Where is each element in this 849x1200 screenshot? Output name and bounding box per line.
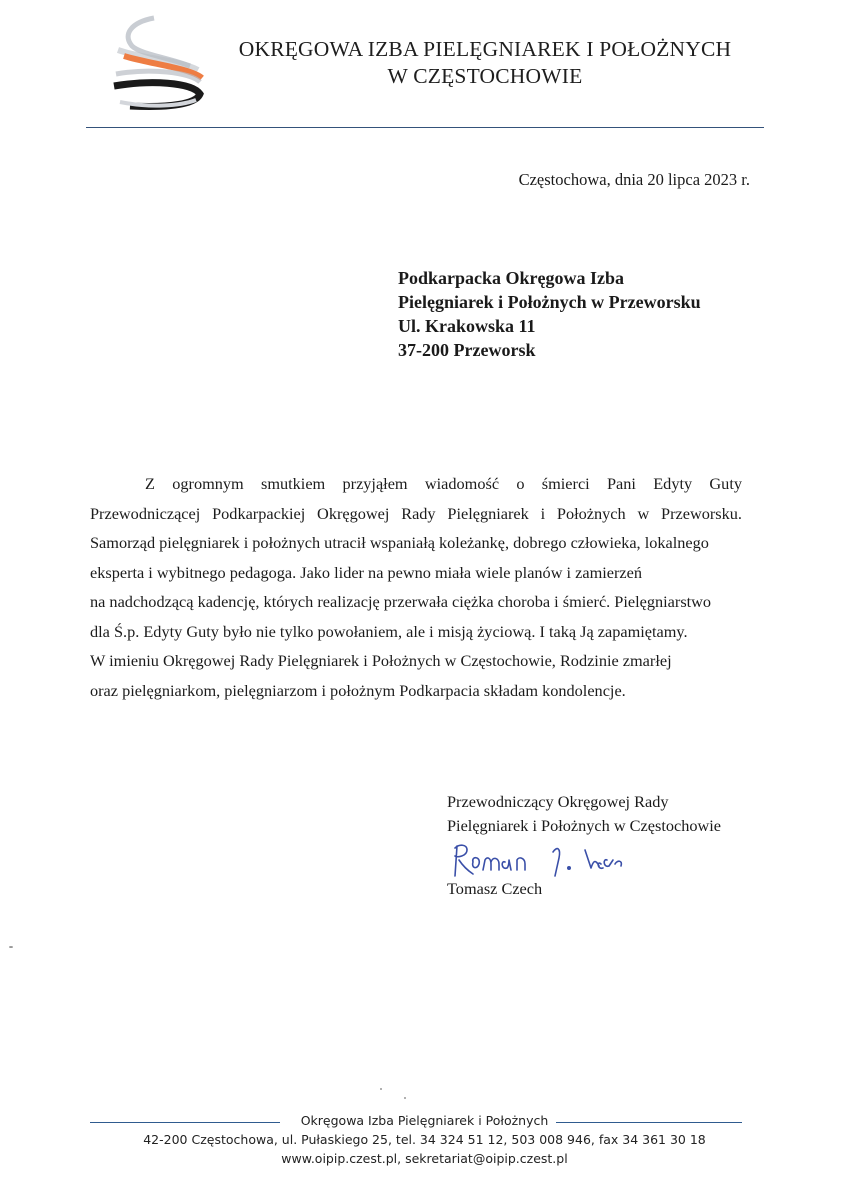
handwritten-signature [445,838,645,880]
letter-body [90,469,742,705]
footer-contact: www.oipip.czest.pl, sekretariat@oipip.czest.pl [281,1151,568,1166]
recipient-address [398,266,788,362]
body-line: dla Ś.p. Edyty Guty było nie tylko powołaniem, ale i misją życiową. I taką Ją zapamiętamy. [90,621,688,641]
body-line: Z ogromnym smutkiem przyjąłem wiadomość o śmierci Pani Edyty Guty [145,474,742,493]
body-line: na nadchodzącą kadencję, których realizację przerwała ciężka choroba i śmierć. Pielęgniarstwo [90,592,712,611]
body-line: oraz pielęgniarkom, pielęgniarzom i położnym Podkarpacia składam kondolencje. [90,680,626,700]
body-line: eksperta i wybitnego pedagoga. Jako lider na pewno miała wiele planów i zamierzeń [90,562,643,582]
body-line: W imieniu Okręgowej Rady Pielęgniarek i Położnych w Częstochowie, Rodzinie zmarłej [90,651,672,670]
signer-name: Tomasz Czech [447,879,543,898]
footer-address: 42-200 Częstochowa, ul. Pułaskiego 25, tel. 34 324 51 12, 503 008 946, fax 34 361 30 18 [143,1132,706,1147]
organization-title [235,36,735,90]
body-line: Samorząd pielęgniarek i położnych utracił wspaniałą koleżankę, dobrego człowieka, lokalnego [90,533,709,552]
body-line: Przewodniczącej Podkarpackiej Okręgowej Rady Pielęgniarek i Położnych w Przeworsku. [90,503,742,523]
footer-org-name-text: Okręgowa Izba Pielęgniarek i Położnych [293,1113,557,1128]
letter-date: Częstochowa, dnia 20 lipca 2023 r. [518,170,750,189]
recipient-line: 37-200 Przeworsk [398,340,536,360]
recipient-line: Pielęgniarek i Położnych w Przeworsku [398,292,701,312]
org-title-line-2: W CZĘSTOCHOWIE [387,64,583,88]
scan-speck [380,1088,382,1090]
recipient-line: Ul. Krakowska 11 [398,316,536,336]
org-title-line-1: OKRĘGOWA IZBA PIELĘGNIAREK I POŁOŻNYCH [238,37,732,61]
signature-title [447,790,767,838]
signature-title-line: Przewodniczący Okręgowej Rady [447,792,669,811]
org-logo [110,12,210,117]
footer-org-name [0,1113,849,1128]
scan-speck [9,946,13,948]
header-divider [86,127,764,128]
recipient-line: Podkarpacka Okręgowa Izba [398,268,625,288]
scan-speck [404,1097,406,1099]
signature-title-line: Pielęgniarek i Położnych w Częstochowie [447,816,721,835]
